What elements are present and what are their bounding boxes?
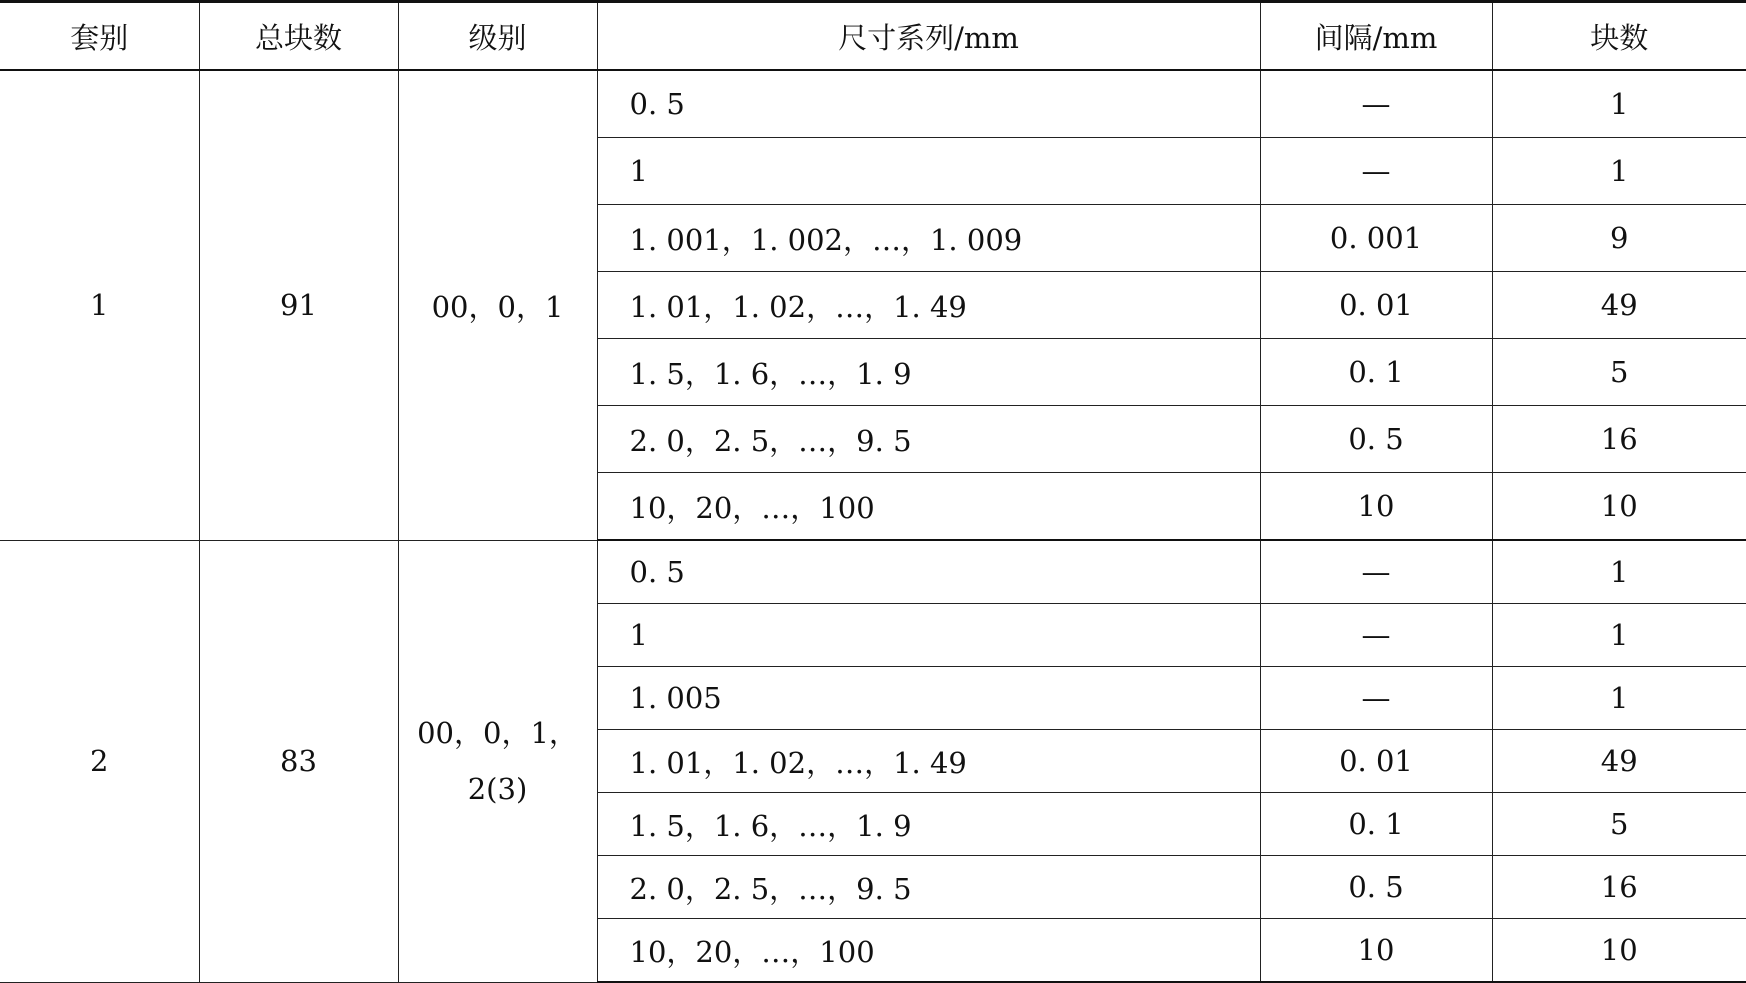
count-cell: 10 [1492,919,1746,983]
count-cell: 1 [1492,138,1746,205]
interval-cell: — [1260,604,1492,667]
size-series-cell: 1. 5，1. 6，…，1. 9 [597,793,1260,856]
grade-line: 00，0，1， [417,716,578,750]
grade-cell [398,540,597,982]
total-cell: 91 [199,70,398,540]
count-cell: 1 [1492,667,1746,730]
set-cell: 2 [0,540,199,982]
count-cell: 1 [1492,540,1746,604]
size-series-cell: 1. 005 [597,667,1260,730]
interval-cell: — [1260,138,1492,205]
count-cell: 1 [1492,70,1746,138]
size-series-cell: 1. 001，1. 002，…，1. 009 [597,205,1260,272]
header-total: 总块数 [199,2,398,71]
size-series-cell: 10，20，…，100 [597,473,1260,541]
grade-cell [398,70,597,540]
table-row [0,70,1746,138]
interval-cell: — [1260,667,1492,730]
interval-cell: 0. 5 [1260,406,1492,473]
grade-line: 2(3) [467,772,528,806]
count-cell: 5 [1492,793,1746,856]
count-cell: 10 [1492,473,1746,541]
size-series-cell: 10，20，…，100 [597,919,1260,983]
interval-cell: 0. 1 [1260,339,1492,406]
size-series-cell: 1 [597,138,1260,205]
size-series-cell: 1. 5，1. 6，…，1. 9 [597,339,1260,406]
size-series-cell: 2. 0，2. 5，…，9. 5 [597,856,1260,919]
size-series-cell: 0. 5 [597,540,1260,604]
header-set: 套别 [0,2,199,71]
header-count: 块数 [1492,2,1746,71]
interval-cell: 0. 5 [1260,856,1492,919]
table-body [0,70,1746,982]
size-series-cell: 1 [597,604,1260,667]
interval-cell: — [1260,70,1492,138]
interval-cell: 10 [1260,473,1492,541]
set-cell: 1 [0,70,199,540]
count-cell: 9 [1492,205,1746,272]
interval-cell: 0. 01 [1260,730,1492,793]
interval-cell: 0. 1 [1260,793,1492,856]
header-size-series: 尺寸系列/mm [597,2,1260,71]
count-cell: 49 [1492,730,1746,793]
grade-line: 00，0，1 [431,289,564,324]
count-cell: 49 [1492,272,1746,339]
count-cell: 16 [1492,856,1746,919]
size-series-cell: 2. 0，2. 5，…，9. 5 [597,406,1260,473]
interval-cell: — [1260,540,1492,604]
interval-cell: 10 [1260,919,1492,983]
size-series-cell: 0. 5 [597,70,1260,138]
interval-cell: 0. 01 [1260,272,1492,339]
header-interval: 间隔/mm [1260,2,1492,71]
size-series-cell: 1. 01，1. 02，…，1. 49 [597,730,1260,793]
header-row [0,2,1746,71]
count-cell: 1 [1492,604,1746,667]
count-cell: 5 [1492,339,1746,406]
table-header [0,2,1746,71]
count-cell: 16 [1492,406,1746,473]
total-cell: 83 [199,540,398,982]
size-series-cell: 1. 01，1. 02，…，1. 49 [597,272,1260,339]
interval-cell: 0. 001 [1260,205,1492,272]
header-grade: 级别 [398,2,597,71]
table-row [0,540,1746,604]
